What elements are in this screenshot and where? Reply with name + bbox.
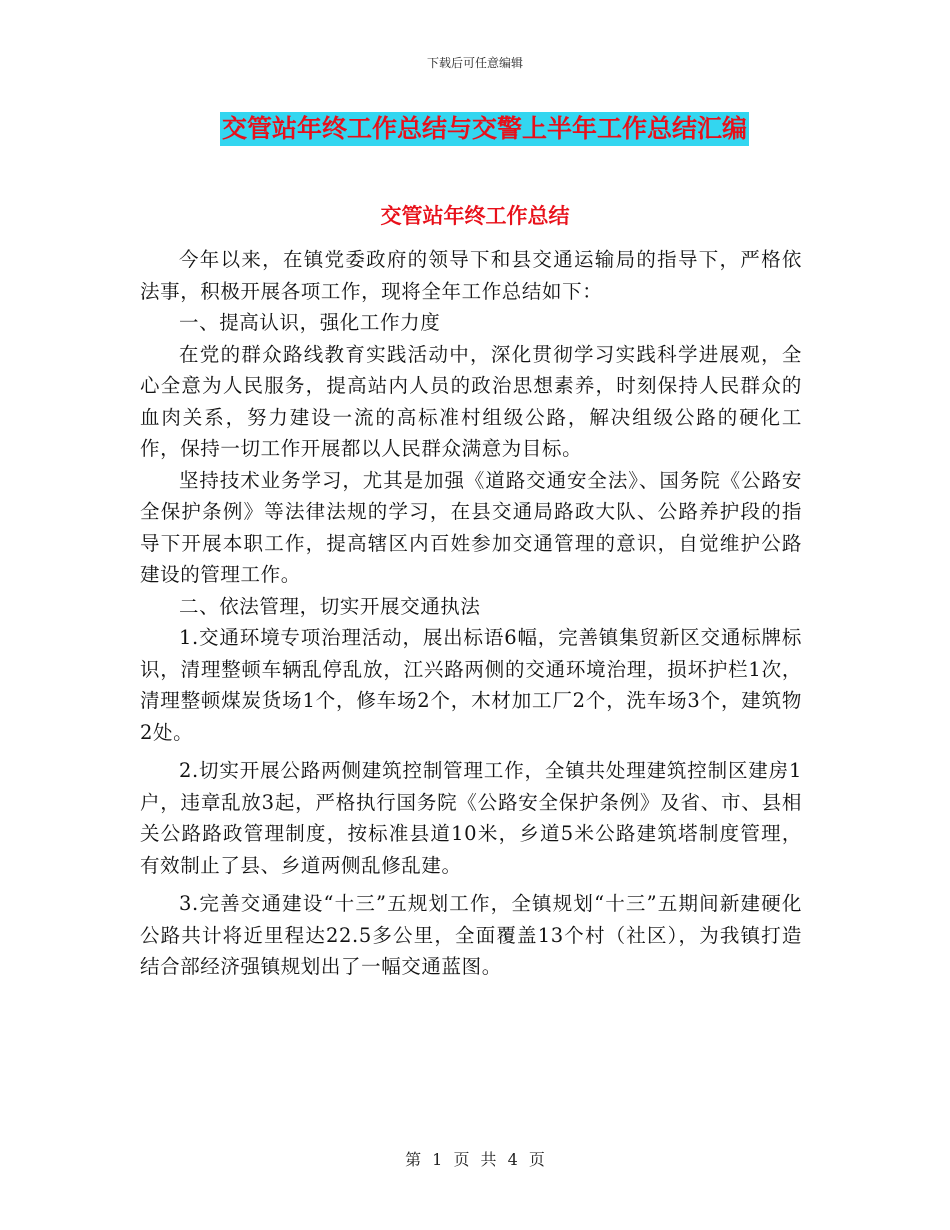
- list-item-1: 1.交通环境专项治理活动，展出标语6幅，完善镇集贸新区交通标牌标识，清理整顿车辆乱停乱放，江兴路两侧的交通环境治理，损坏护栏1次，清理整顿煤炭货场1个，修车场2个，木材加工厂2个，洗车场3个，建筑物2处。: [140, 626, 802, 744]
- intro-paragraph: 今年以来，在镇党委政府的领导下和县交通运输局的指导下，严格依法事，积极开展各项工作，现将全年工作总结如下：: [140, 248, 802, 303]
- section-heading-1: 一、提高认识，强化工作力度: [179, 311, 441, 334]
- list-item-3: 3.完善交通建设“十三”五规划工作，全镇规划“十三”五期间新建硬化公路共计将近里程达22.5多公里，全面覆盖13个村（社区），为我镇打造结合部经济强镇规划出了一幅交通蓝图。: [140, 892, 802, 978]
- paragraph: 坚持技术业务学习，尤其是加强《道路交通安全法》、国务院《公路安全保护条例》等法律法规的学习，在县交通局路政大队、公路养护段的指导下开展本职工作，提高辖区内百姓参加交通管理的意识，自觉维护公路建设的管理工作。: [140, 468, 802, 586]
- list-item-2: 2.切实开展公路两侧建筑控制管理工作，全镇共处理建筑控制区建房1户，违章乱放3起，严格执行国务院《公路安全保护条例》及省、市、县相关公路路政管理制度，按标准县道10米，乡道5米公路建筑塔制度管理，有效制止了县、乡道两侧乱修乱建。: [140, 759, 802, 877]
- document-body: [140, 244, 802, 983]
- section-heading-2: 二、依法管理，切实开展交通执法: [179, 594, 481, 618]
- page-number: 第 1 页 共 4 页: [405, 1150, 545, 1169]
- section-title: 交管站年终工作总结: [380, 203, 570, 228]
- document-title: 交管站年终工作总结与交警上半年工作总结汇编: [220, 112, 749, 146]
- paragraph: 在党的群众路线教育实践活动中，深化贯彻学习实践科学进展观，全心全意为人民服务，提高站内人员的政治思想素养，时刻保持人民群众的血肉关系，努力建设一流的高标准村组级公路，解决组级公路的硬化工作，保持一切工作开展都以人民群众满意为目标。: [140, 342, 802, 460]
- page-header-note: 下载后可任意编辑: [426, 56, 523, 70]
